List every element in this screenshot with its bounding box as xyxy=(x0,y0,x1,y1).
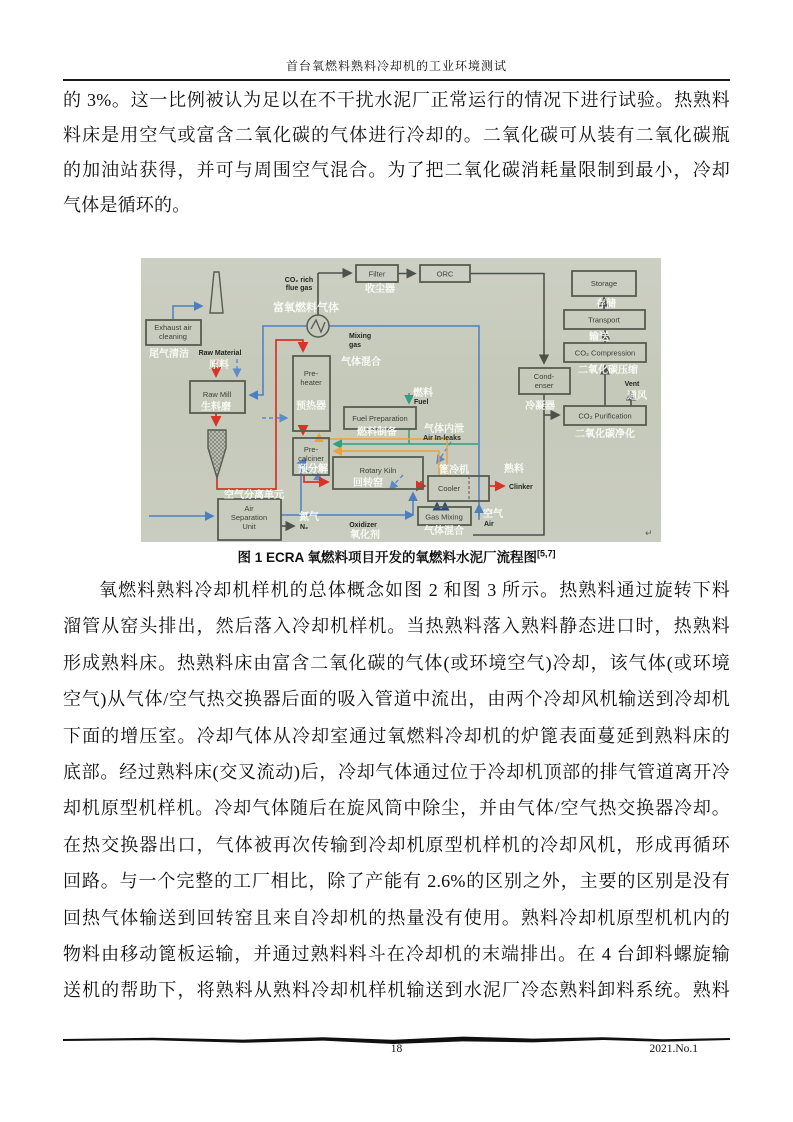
exhaust-label: cleaning xyxy=(159,332,187,341)
header-rule xyxy=(63,79,730,81)
cooler-label: Cooler xyxy=(437,484,461,493)
exhaust-label-zh: 尾气清洁 xyxy=(149,349,189,360)
mixing-gas-label-zh: 气体混合 xyxy=(341,357,381,368)
precalciner-label: calciner xyxy=(298,454,324,463)
air-inleaks-label: Air In-leaks xyxy=(423,435,461,442)
filter-label-zh: 收尘器 xyxy=(365,284,395,295)
issue-label: 2021.No.1 xyxy=(649,1043,698,1055)
clinker-label: Clinker xyxy=(509,484,533,491)
body-text-line: 形成熟料床。热熟料床由富含二氧化碳的气体(或环境空气)冷却，该气体(或环境 xyxy=(63,652,730,673)
orc-label: ORC xyxy=(436,269,454,279)
raw-material-label-zh: 原料 xyxy=(209,360,229,371)
condenser-label-zh: 冷凝器 xyxy=(525,401,555,412)
oxidizer-label: Oxidizer xyxy=(349,522,377,529)
footer-rule xyxy=(63,1032,730,1042)
body-text-line: 回路。与一个完整的工厂相比，除了产能有 2.6%的区别之外，主要的区别是没有 xyxy=(63,871,730,892)
gas-mixing-label: Gas Mixing xyxy=(425,512,463,522)
flue-gas-label-zh: 富氧燃料气体 xyxy=(273,302,339,314)
body-text-line: 送机的帮助下，将熟料从熟料冷却机样机输送到水泥厂冷态熟料卸料系统。熟料 xyxy=(63,980,730,1001)
mixing-gas-label: gas xyxy=(349,342,362,349)
mixing-gas-label: Mixing xyxy=(349,333,372,340)
body-text-line: 氧燃料熟料冷却机样机的总体概念如图 2 和图 3 所示。热熟料通过旋转下料 xyxy=(99,580,730,600)
condenser-label: Cond- xyxy=(533,372,555,381)
clinker-label-zh: 熟料 xyxy=(504,464,524,475)
n2-label-zh: 氮气 xyxy=(299,512,319,523)
rotary-kiln-label: Rotary Kiln xyxy=(359,466,397,475)
preheater-label: Pre- xyxy=(303,369,319,378)
rotary-kiln-label-zh: 回转窑 xyxy=(353,478,383,489)
vent-label: Vent xyxy=(624,381,640,388)
body-text-line: 下面的增压室。冷却气体从冷却室通过氧燃料冷却机的炉篦表面蔓延到熟料床的 xyxy=(63,725,730,746)
body-text-line: 在热交换器出口，气体被再次传输到冷却机原型机样机的冷却风机，形成再循环 xyxy=(63,834,730,855)
transport-label: Transport xyxy=(588,315,620,325)
oxidizer-label-zh: 氧化剂 xyxy=(350,530,380,541)
raw-mill-label: Raw Mill xyxy=(202,390,232,399)
air-inleaks-label-zh: 气体内泄 xyxy=(424,424,464,435)
return-mark: ↵ xyxy=(645,529,653,539)
flue-gas-label: CO₂ rich xyxy=(284,277,314,284)
flue-gas-label: flue gas xyxy=(285,285,313,292)
air-label: Air xyxy=(484,521,494,528)
gas-mixing-label-zh: 气体混合 xyxy=(424,526,464,537)
cooler-label-zh: 篦冷机 xyxy=(439,465,469,476)
flowsheet-svg xyxy=(141,258,661,542)
n2-label: N₂ xyxy=(300,524,309,531)
raw-material-label: Raw Material xyxy=(198,350,242,357)
figure-caption xyxy=(63,546,730,566)
body-text-line: 气体是循环的。 xyxy=(63,195,191,215)
body-text-line: 的 3%。这一比例被认为足以在不干扰水泥厂正常运行的情况下进行试验。热熟料 xyxy=(63,90,730,110)
raw-mill-label-zh: 生料磨 xyxy=(201,402,231,413)
exhaust-label: Exhaust air xyxy=(154,323,192,332)
body-text-line: 的加油站获得，并可与周围空气混合。为了把二氧化碳消耗量限制到最小，冷却 xyxy=(63,160,730,180)
asu-label: Air xyxy=(244,504,254,513)
fuel-preparation-label: Fuel Preparation xyxy=(352,414,408,423)
fuel-label-zh: 燃料 xyxy=(413,388,433,399)
filter-label: Filter xyxy=(368,269,386,279)
transport-label-zh: 输送 xyxy=(589,332,609,343)
page-number: 18 xyxy=(390,1043,403,1055)
body-text-line: 溜管从窑头排出，然后落入冷却机样机。当热熟料落入熟料静态进口时，热熟料 xyxy=(63,616,730,637)
paragraph-2 xyxy=(63,572,730,1009)
precalciner-label: Pre- xyxy=(303,445,319,454)
preheater-label-zh: 预热器 xyxy=(296,401,326,412)
asu-label-zh: 空气分离单元 xyxy=(224,490,284,501)
figure-caption-ref: [5,7] xyxy=(537,548,556,559)
fuel-label: Fuel xyxy=(414,399,429,406)
asu-label: Unit xyxy=(242,522,256,531)
figure-caption-text: 图 1 ECRA 氧燃料项目开发的氧燃料水泥厂流程图 xyxy=(237,550,537,565)
running-header: 首台氧燃料熟料冷却机的工业环境测试 xyxy=(285,59,507,73)
figure-flowsheet xyxy=(141,258,661,542)
purification-label: CO₂ Purification xyxy=(578,411,632,421)
storage-label-zh: 存储 xyxy=(596,299,616,310)
body-text-line: 底部。经过熟料床(交叉流动)后，冷却气体通过位于冷却机顶部的排气管道离开冷 xyxy=(63,761,730,782)
vent-label-zh: 通风 xyxy=(627,391,647,402)
precalciner-label-zh: 预分解 xyxy=(298,464,328,475)
condenser-label: enser xyxy=(534,381,554,390)
body-text-line: 却机原型机样机。冷却气体随后在旋风筒中除尘，并由气体/空气热交换器冷却。 xyxy=(63,798,730,819)
storage-label: Storage xyxy=(590,279,618,288)
body-text-line: 回热气体输送到回转窑且来自冷却机的热量没有使用。熟料冷却机原型机机内的 xyxy=(63,907,730,928)
body-text-line: 物料由移动篦板运输，并通过熟料料斗在冷却机的末端排出。在 4 台卸料螺旋输 xyxy=(63,943,730,964)
purification-label-zh: 二氧化碳净化 xyxy=(575,429,635,440)
compression-label: CO₂ Compression xyxy=(574,348,636,358)
air-label-zh: 空气 xyxy=(483,509,503,520)
paragraph-1 xyxy=(63,83,730,223)
body-text-line: 空气)从气体/空气热交换器后面的吸入管道中流出，由两个冷却风机输送到冷却机 xyxy=(63,689,730,710)
fuel-preparation-label-zh: 燃料制备 xyxy=(357,427,397,438)
preheater-label: heater xyxy=(300,378,322,387)
body-text-line: 料床是用空气或富含二氧化碳的气体进行冷却的。二氧化碳可从装有二氧化碳瓶 xyxy=(63,125,730,145)
compression-label-zh: 二氧化碳压缩 xyxy=(578,365,638,376)
asu-label: Separation xyxy=(230,513,268,522)
